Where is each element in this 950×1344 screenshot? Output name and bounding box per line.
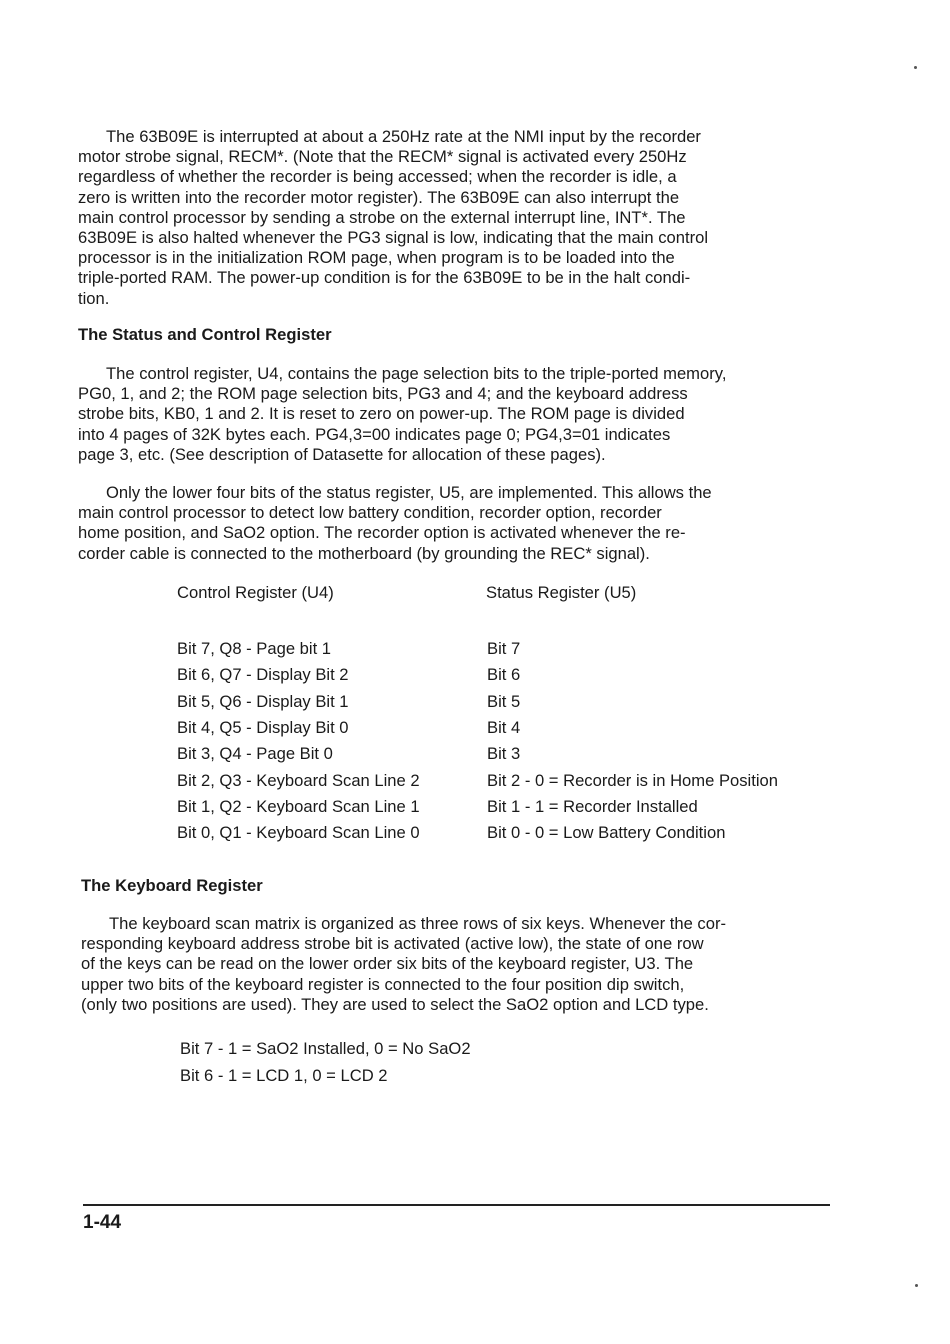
text-line: of the keys can be read on the lower order six bits of the keyboard register, U3. The [81, 954, 694, 974]
table-row [177, 715, 778, 741]
table-row [177, 689, 778, 715]
control-bit-cell: Bit 4, Q5 - Display Bit 0 [177, 718, 349, 738]
keyboard-bit-list [180, 1036, 471, 1089]
text-line: triple-ported RAM. The power-up condition is for the 63B09E to be in the halt condi- [78, 268, 691, 288]
intro-paragraph [78, 127, 840, 309]
control-bit-cell: Bit 7, Q8 - Page bit 1 [177, 639, 332, 659]
footer-rule [83, 1204, 830, 1206]
status-bit-cell: Bit 7 [487, 639, 521, 659]
status-register-paragraph [78, 483, 840, 564]
scan-speck [915, 1284, 918, 1287]
control-bit-cell: Bit 6, Q7 - Display Bit 2 [177, 665, 349, 685]
text-line: tion. [78, 288, 110, 308]
table-row [177, 794, 778, 820]
status-bit-cell: Bit 3 [487, 744, 521, 764]
status-register-column-header: Status Register (U5) [486, 583, 637, 602]
control-bit-cell: Bit 5, Q6 - Display Bit 1 [177, 691, 349, 711]
text-line: Only the lower four bits of the status register, U5, are implemented. This allows the [106, 483, 712, 502]
text-line: zero is written into the recorder motor register). The 63B09E can also interrupt the [78, 187, 680, 207]
control-bit-cell: Bit 3, Q4 - Page Bit 0 [177, 744, 333, 764]
text-line: PG0, 1, and 2; the ROM page selection bits, PG3 and 4; and the keyboard address [78, 384, 688, 404]
text-line: home position, and SaO2 option. The recorder option is activated whenever the re- [78, 523, 686, 543]
register-bit-table [177, 636, 778, 846]
control-register-paragraph [78, 364, 840, 465]
text-line: into 4 pages of 32K bytes each. PG4,3=00 indicates page 0; PG4,3=01 indicates [78, 424, 671, 444]
text-line: corder cable is connected to the motherboard (by grounding the REC* signal). [78, 543, 650, 563]
status-bit-cell: Bit 2 - 0 = Recorder is in Home Position [487, 770, 778, 790]
keyboard-register-paragraph [81, 914, 843, 1015]
text-line: The keyboard scan matrix is organized as three rows of six keys. Whenever the cor- [109, 914, 726, 933]
keyboard-bit-line: Bit 7 - 1 = SaO2 Installed, 0 = No SaO2 [180, 1039, 471, 1058]
table-row [177, 662, 778, 688]
text-line: page 3, etc. (See description of Datasette for allocation of these pages). [78, 444, 606, 464]
table-row [177, 767, 778, 793]
status-bit-cell: Bit 6 [487, 665, 521, 685]
keyboard-bit-line: Bit 6 - 1 = LCD 1, 0 = LCD 2 [180, 1065, 388, 1085]
text-line: responding keyboard address strobe bit is activated (active low), the state of one row [81, 934, 704, 954]
control-bit-cell: Bit 1, Q2 - Keyboard Scan Line 1 [177, 796, 420, 816]
text-line: The control register, U4, contains the page selection bits to the triple-ported memory, [106, 364, 727, 383]
text-line: motor strobe signal, RECM*. (Note that the RECM* signal is activated every 250Hz [78, 147, 687, 167]
text-line: processor is in the initialization ROM page, when program is to be loaded into the [78, 248, 675, 268]
status-bit-cell: Bit 1 - 1 = Recorder Installed [487, 796, 698, 816]
table-row [177, 636, 778, 662]
text-line: upper two bits of the keyboard register is connected to the four position dip switch, [81, 974, 685, 994]
status-bit-cell: Bit 0 - 0 = Low Battery Condition [487, 823, 726, 843]
control-bit-cell: Bit 0, Q1 - Keyboard Scan Line 0 [177, 823, 420, 843]
page-number: 1-44 [83, 1212, 122, 1233]
text-line: (only two positions are used). They are used to select the SaO2 option and LCD type. [81, 994, 709, 1014]
text-line: The 63B09E is interrupted at about a 250Hz rate at the NMI input by the recorder [106, 127, 701, 146]
control-register-column-header: Control Register (U4) [177, 583, 334, 602]
text-line: strobe bits, KB0, 1 and 2. It is reset to zero on power-up. The ROM page is divided [78, 404, 685, 424]
text-line: regardless of whether the recorder is being accessed; when the recorder is idle, a [78, 167, 677, 187]
text-line: main control processor to detect low battery condition, recorder option, recorder [78, 503, 662, 523]
status-control-heading: The Status and Control Register [78, 325, 332, 344]
text-line: 63B09E is also halted whenever the PG3 signal is low, indicating that the main control [78, 228, 709, 248]
status-bit-cell: Bit 5 [487, 691, 521, 711]
table-row [177, 820, 778, 846]
table-row [177, 741, 778, 767]
text-line: main control processor by sending a strobe on the external interrupt line, INT*. The [78, 207, 686, 227]
control-bit-cell: Bit 2, Q3 - Keyboard Scan Line 2 [177, 770, 420, 790]
keyboard-register-heading: The Keyboard Register [81, 876, 263, 895]
scan-speck [914, 66, 917, 69]
status-bit-cell: Bit 4 [487, 718, 521, 738]
